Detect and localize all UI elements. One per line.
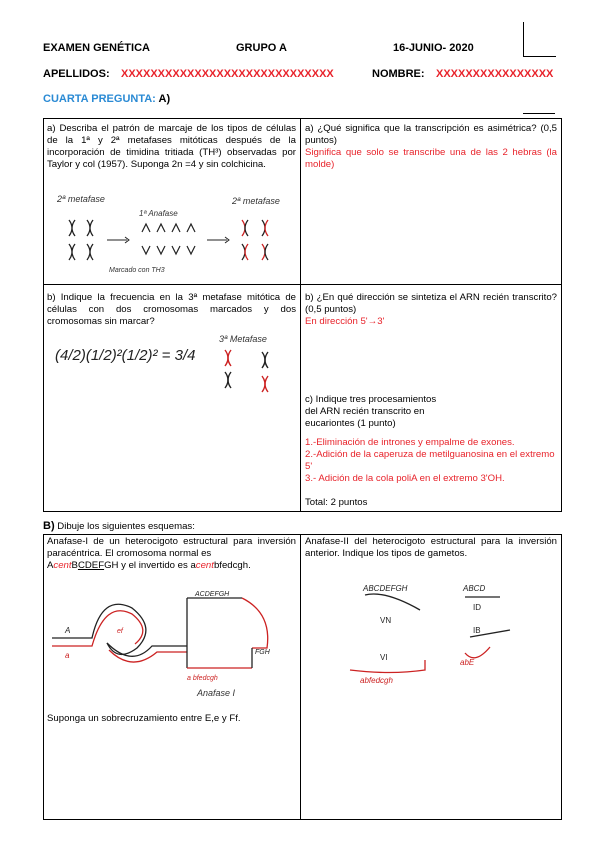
chromatids-anaphase (142, 224, 195, 254)
svg-text:A: A (65, 626, 71, 635)
hand-label-1st-anaphase: 1ª Anafase (139, 209, 178, 218)
svg-text:ef: ef (117, 628, 123, 635)
question-r-c-line2: del ARN recién transcrito en (305, 406, 425, 417)
question-b-text: b) Indique la frecuencia en la 3ª metafase mitótica de células con dos cromosomas marcados y dos cromosomas sin marcar? (47, 292, 296, 327)
hand-label-abcd: ABCD (463, 584, 486, 593)
hand-label-2nd-metaphase-b: 2ª metafase (232, 196, 280, 206)
question-heading (43, 93, 170, 105)
part-b-instruction: Dibuje los siguientes esquemas: (57, 521, 195, 532)
question-r-b-text: b) ¿En qué dirección se sintetiza el ARN recién transcrito? (0,5 puntos) (305, 292, 557, 315)
answer-r-c-1: 1.-Eliminación de intrones y empalme de exones. (305, 437, 515, 448)
name-value: XXXXXXXXXXXXXXXX (436, 68, 554, 80)
grade-box (523, 22, 556, 57)
part-b-left-text: Anafase-I de un heterocigoto estructural para inversión paracéntrica. El cromosoma normal es (47, 536, 296, 559)
question-label: CUARTA PREGUNTA: (43, 93, 156, 105)
anaphase-i-drawing (47, 588, 297, 703)
part-b-right-text: Anafase-II del heterocigoto estructural para la inversión anterior. Indique los tipos de gametos. (305, 536, 557, 559)
metaphase-drawing (47, 190, 297, 280)
name-label: NOMBRE: (372, 68, 425, 80)
chromosomes-left (69, 220, 93, 260)
hand-label-vi: VI (380, 653, 388, 662)
question-part: A) (158, 93, 171, 105)
corner-mark (523, 113, 555, 114)
anaphase-chromosomes (187, 598, 268, 668)
exam-date: 16-JUNIO- 2020 (393, 42, 474, 54)
hand-label-id: ID (473, 603, 481, 612)
hand-label-ib: IB (473, 626, 481, 635)
total-points: Total: 2 puntos (305, 497, 368, 508)
part-b-left-footer: Suponga un sobrecruzamiento entre E,e y Ff. (47, 713, 241, 724)
chromosomes-right (242, 220, 268, 260)
exam-group: GRUPO A (236, 42, 287, 54)
question-r-c-line3: eucariontes (1 punto) (305, 418, 396, 429)
hand-label-marked: Marcado con TH3 (109, 267, 165, 274)
hand-label-abfedcgh: a bfedcgh (187, 675, 218, 682)
hand-label-abcdefgh: ABCDEFGH (363, 584, 408, 593)
surnames-label: APELLIDOS: (43, 68, 110, 80)
hand-label-3rd-metaphase: 3ª Metafase (219, 334, 267, 344)
part-b-left-line2: AcentBCDEFGH y el invertido es acentbfedcgh. (47, 560, 251, 571)
chromosomes-3rd-metaphase (225, 350, 268, 392)
answer-r-c-2: 2.-Adición de la caperuza de metilguanosina en el extremo 5' (305, 449, 555, 472)
question-r-c-line1: c) Indique tres procesamientos (305, 394, 437, 405)
hand-label-fgh: FGH (255, 649, 270, 656)
question-a-text: a) Describa el patrón de marcaje de los tipos de células de la 1ª y 2ª metafases mitóticas después de la incorporación de timidina tritiada (TH³) observadas por Taylor y col (1957). Suponga 2n =4 y sin colchicina. (47, 123, 296, 170)
part-a-row-divider (43, 284, 562, 285)
answer-r-a: Significa que solo se transcribe una de las 2 hebras (la molde) (305, 147, 557, 170)
frequency-formula-drawing (47, 330, 297, 420)
part-a-divider (300, 118, 301, 512)
hand-label-2nd-metaphase: 2ª metafase (57, 194, 105, 204)
formula-text: (4/2)(1/2)²(1/2)² = 3/4 (55, 347, 196, 364)
exam-title: EXAMEN GENÉTICA (43, 42, 150, 54)
hand-label-vn: VN (380, 616, 392, 625)
part-b-label: B) (43, 520, 55, 532)
hand-label-anaphase-i: Anafase I (197, 688, 236, 698)
answer-r-c-3: 3.- Adición de la cola poliA en el extremo 3'OH. (305, 473, 505, 484)
part-b-divider (300, 534, 301, 820)
hand-label-abe: abE (460, 658, 475, 667)
svg-text:a: a (65, 651, 70, 660)
hand-label-acdefgh: ACDEFGH (195, 591, 230, 598)
anaphase-ii-drawing (305, 575, 557, 690)
hand-label-abfedcgh-ii: abfedcgh (360, 676, 393, 685)
surnames-value: XXXXXXXXXXXXXXXXXXXXXXXXXXXXX (121, 68, 334, 80)
answer-r-b: En dirección 5'→3' (305, 316, 385, 327)
part-b-heading (43, 520, 195, 532)
question-r-a-text: a) ¿Qué significa que la transcripción es asimétrica? (0,5 puntos) (305, 123, 557, 146)
anaphase-ii-chromosomes (350, 594, 510, 673)
